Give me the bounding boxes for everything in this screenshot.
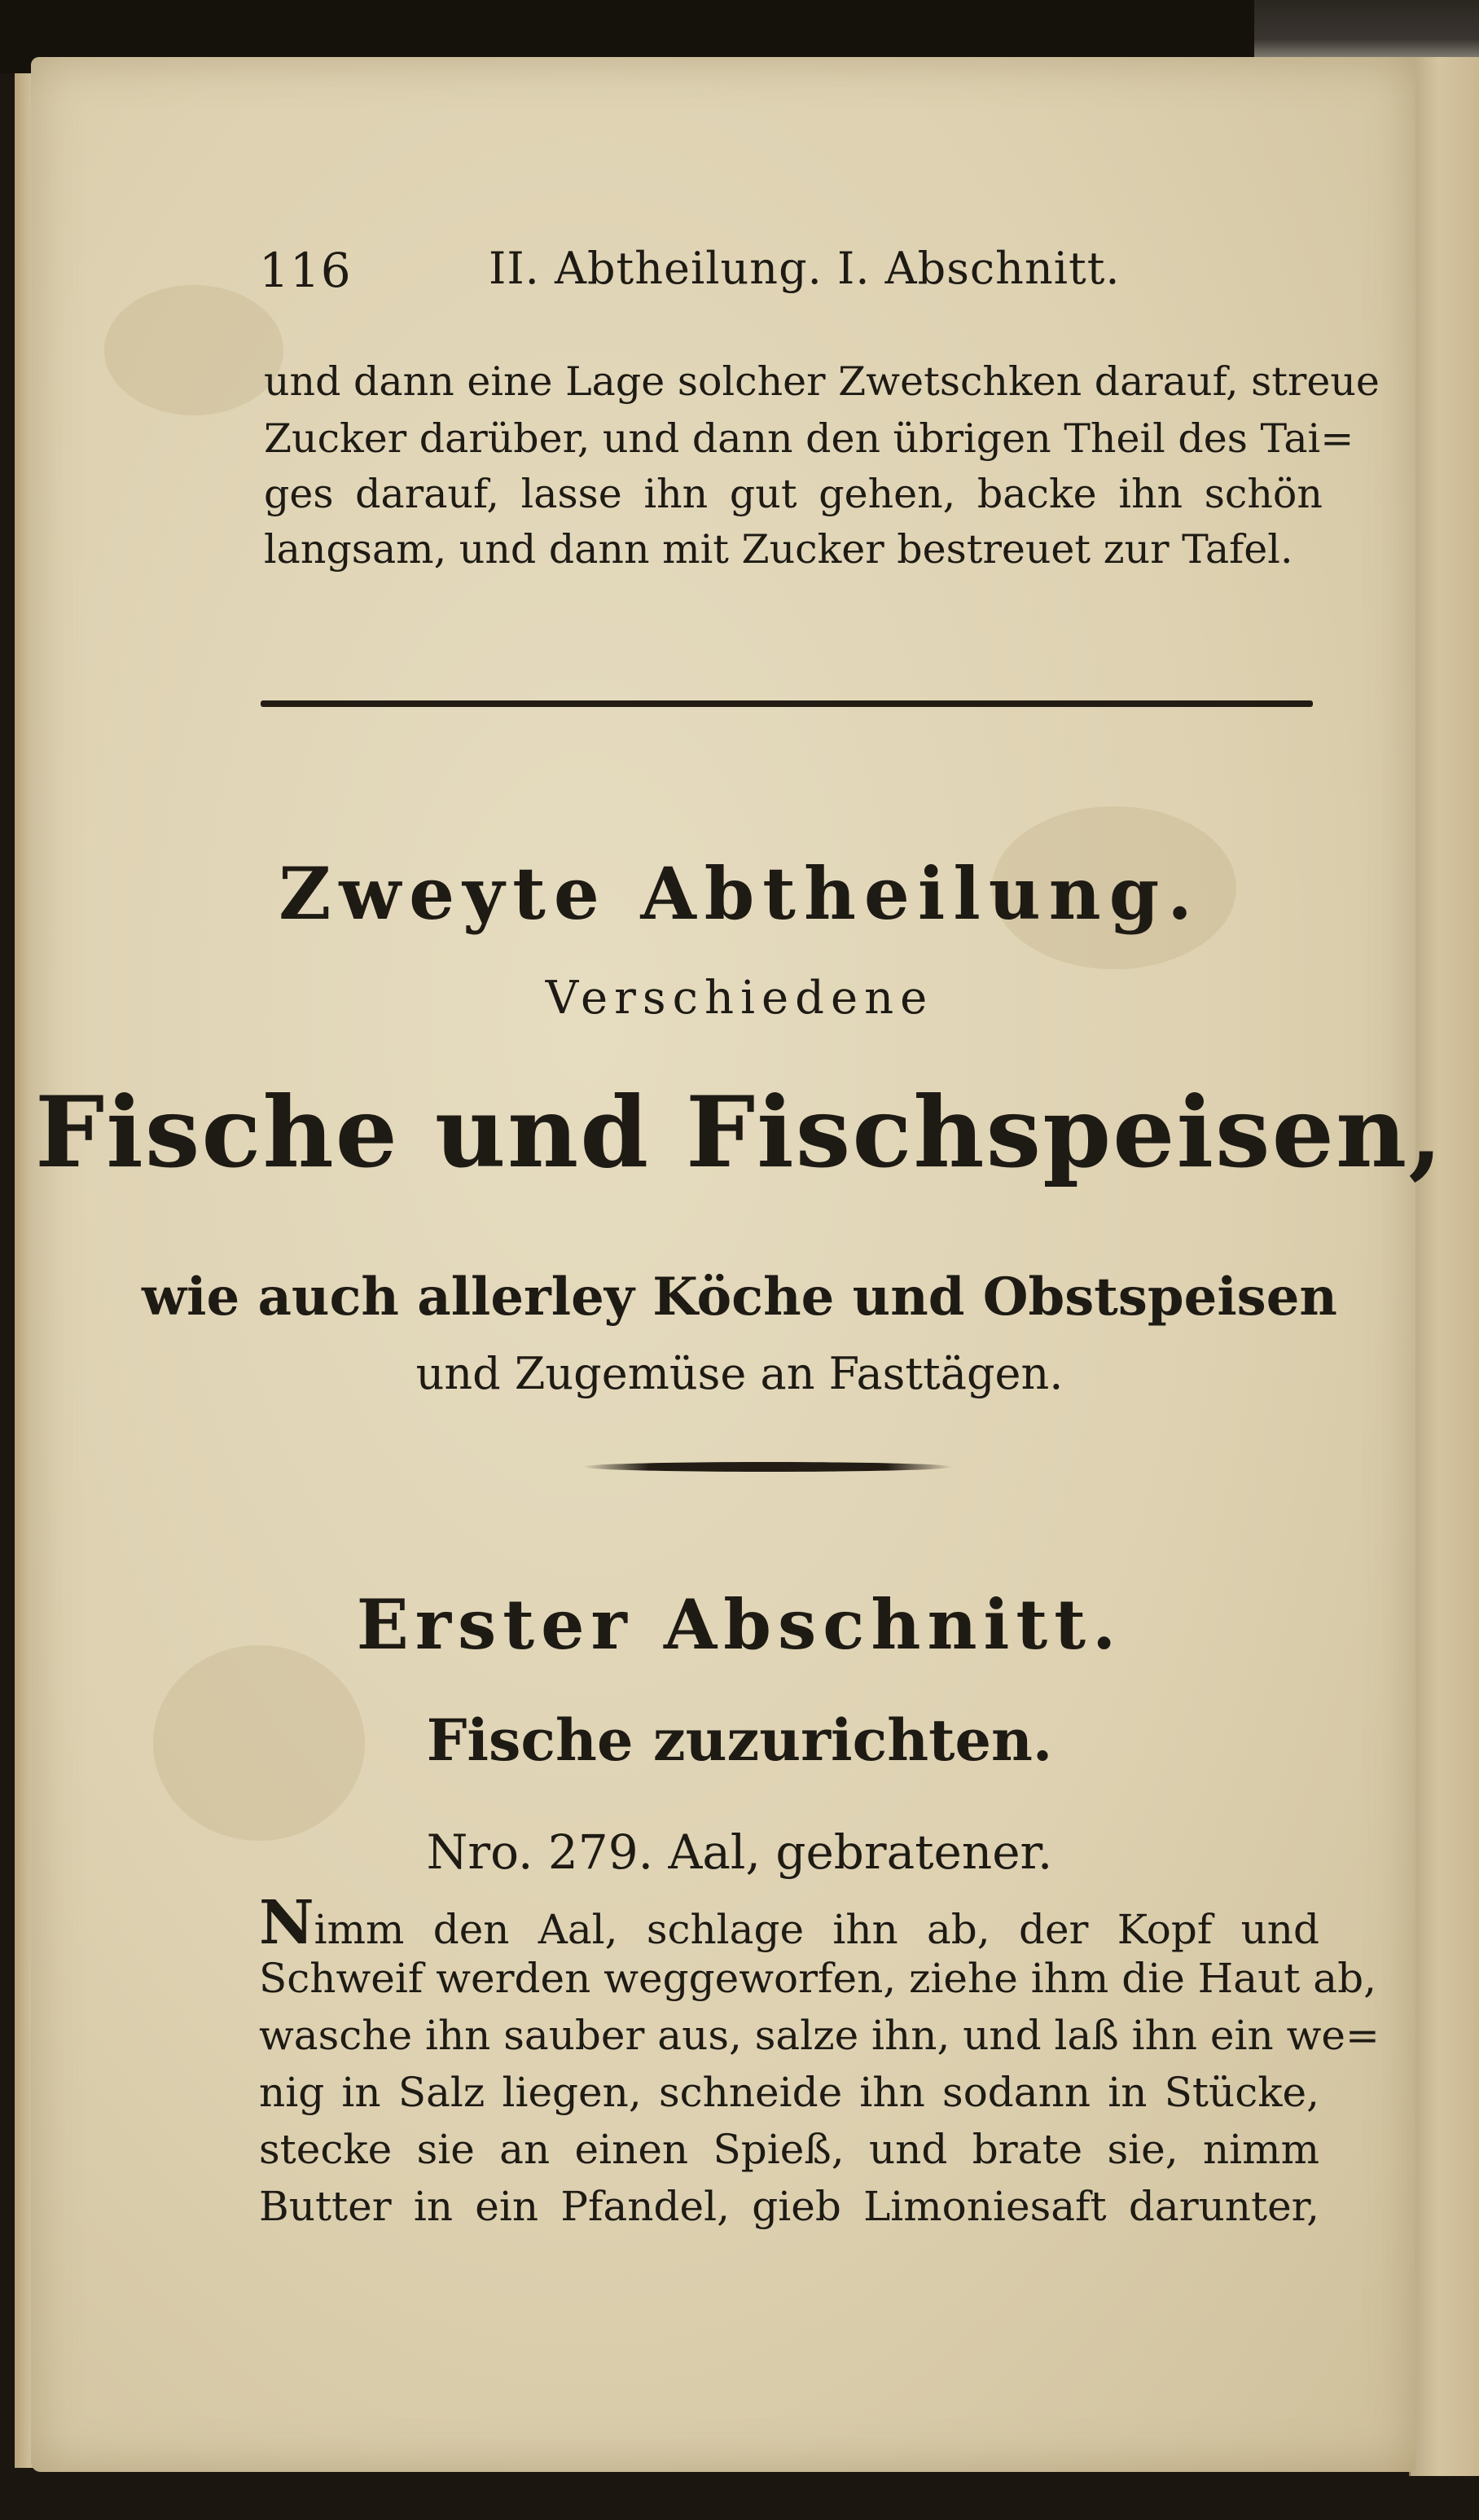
drop-cap: N — [259, 1888, 314, 1958]
recipe-text-line: Butter in ein Pfandel, gieb Limoniesaft darunter, — [259, 2183, 1319, 2230]
recipe-text: imm den Aal, schlage ihn ab, der Kopf und — [314, 1906, 1319, 1953]
division-heading-line: und Zugemüse an Fasttägen. — [415, 1348, 1064, 1399]
bookmark-ribbon — [1254, 0, 1479, 65]
body-text-line: ges darauf, lasse ihn gut gehen, backe ihn schön — [264, 471, 1323, 517]
division-heading-line: wie auch allerley Köche und Obstspeisen — [142, 1267, 1337, 1328]
recipe-text-line: Schweif werden weggeworfen, ziehe ihm die Haut ab, — [259, 1955, 1376, 2002]
recipe-text-line: stecke sie an einen Spieß, und brate sie, nimm — [259, 2126, 1319, 2173]
recipe-text-line: nig in Salz liegen, schneide ihn sodann in Stücke, — [259, 2069, 1319, 2116]
section-title: Erster Abschnitt. — [356, 1584, 1123, 1665]
recipe-title: Nro. 279. Aal, gebratener. — [426, 1824, 1053, 1880]
section-subtitle: Fische zuzurichten. — [426, 1706, 1053, 1774]
division-subtitle: Verschiedene — [545, 972, 934, 1025]
recipe-text-line — [259, 1888, 1319, 1958]
division-title: Zweyte Abtheilung. — [279, 851, 1200, 936]
ornamental-rule — [582, 1462, 953, 1472]
recipe-text-line: wasche ihn sauber aus, salze ihn, und laß ihn ein we= — [259, 2012, 1380, 2059]
division-main-heading: Fische und Fischspeisen, — [35, 1075, 1444, 1190]
running-header: II. Abtheilung. I. Abschnitt. — [489, 243, 1121, 294]
body-text-line: langsam, und dann mit Zucker bestreuet zur Tafel. — [264, 526, 1293, 573]
page-number: 116 — [259, 243, 352, 298]
section-divider-rule — [261, 700, 1313, 707]
body-text-line: und dann eine Lage solcher Zwetschken darauf, streue — [264, 358, 1380, 405]
body-text-line: Zucker darüber, und dann den übrigen Theil des Tai= — [264, 415, 1354, 462]
paper-stain — [104, 285, 283, 415]
